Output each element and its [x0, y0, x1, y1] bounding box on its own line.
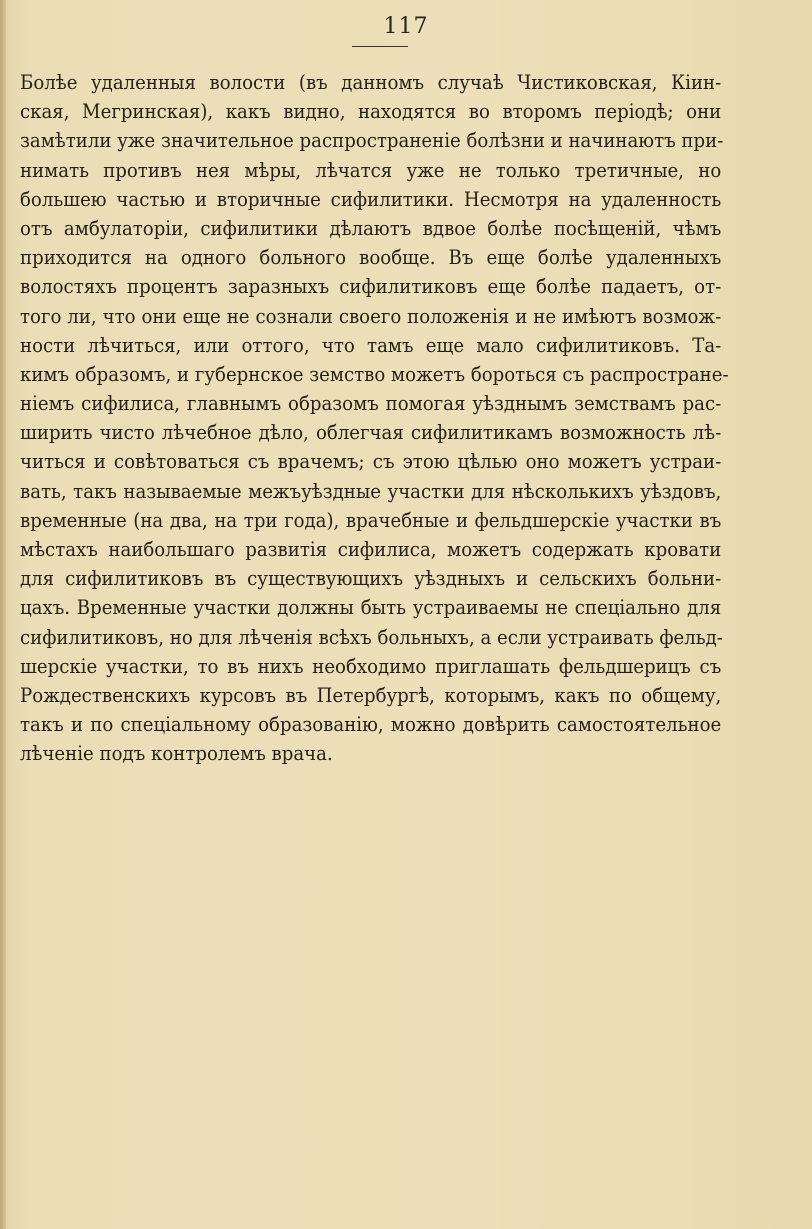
- text-line: мѣстахъ наибольшаго развитія сифилиса, можетъ содержать кровати: [20, 538, 722, 561]
- text-line: такъ и по спеціальному образованію, можно довѣрить самостоятельное: [20, 713, 722, 737]
- text-line: сифилитиковъ, но для лѣченія всѣхъ больныхъ, а если устраивать фельд-: [20, 625, 723, 649]
- text-line: приходится на одного больного вообще. Въ еще болѣе удаленныхъ: [20, 246, 722, 270]
- text-line: кимъ образомъ, и губернское земство можетъ бороться съ распростране-: [20, 362, 729, 386]
- text-line-last: лѣченіе подъ контролемъ врача.: [20, 742, 333, 766]
- text-line: Болѣе удаленныя волости (въ данномъ случаѣ Чистиковская, Кіин-: [20, 71, 722, 94]
- text-line: замѣтили уже значительное распространеніе болѣзни и начинаютъ при-: [20, 129, 724, 153]
- text-line: отъ амбулаторіи, сифилитики дѣлаютъ вдвое болѣе посѣщеній, чѣмъ: [20, 216, 722, 240]
- text-line: цахъ. Временные участки должны быть устраиваемы не спеціально для: [20, 596, 722, 620]
- body-paragraph: [20, 68, 729, 769]
- page-spine-shadow: [0, 0, 6, 1229]
- text-line: ніемъ сифилиса, главнымъ образомъ помогая уѣзднымъ земствамъ рас-: [20, 392, 722, 416]
- page-number-underline: [352, 46, 408, 47]
- text-line: временные (на два, на три года), врачебные и фельдшерскіе участки въ: [20, 508, 722, 532]
- text-line: волостяхъ процентъ заразныхъ сифилитиковъ еще болѣе падаетъ, от-: [20, 275, 722, 299]
- page-number: 117: [383, 14, 429, 39]
- text-line: шерскіе участки, то въ нихъ необходимо приглашать фельдшерицъ съ: [20, 654, 722, 678]
- text-line: для сифилитиковъ въ существующихъ уѣздныхъ и сельскихъ больни-: [20, 567, 722, 591]
- text-line: нимать противъ нея мѣры, лѣчатся уже не только третичные, но: [20, 158, 722, 182]
- text-line: ская, Мегринская), какъ видно, находятся во второмъ періодѣ; они: [20, 100, 722, 124]
- text-line: ности лѣчиться, или оттого, что тамъ еще мало сифилитиковъ. Та-: [20, 333, 722, 357]
- text-line: читься и совѣтоваться съ врачемъ; съ этою цѣлью оно можетъ устраи-: [20, 450, 722, 474]
- text-line: вать, такъ называемые межъуѣздные участки для нѣсколькихъ уѣздовъ,: [20, 479, 722, 503]
- text-line: того ли, что они еще не сознали своего положенія и не имѣютъ возмож-: [20, 304, 722, 328]
- text-line: Рождественскихъ курсовъ въ Петербургѣ, которымъ, какъ по общему,: [20, 683, 722, 707]
- text-line: большею частью и вторичные сифилитики. Несмотря на удаленность: [20, 187, 722, 211]
- text-line: ширить чисто лѣчебное дѣло, облегчая сифилитикамъ возможность лѣ-: [20, 421, 722, 445]
